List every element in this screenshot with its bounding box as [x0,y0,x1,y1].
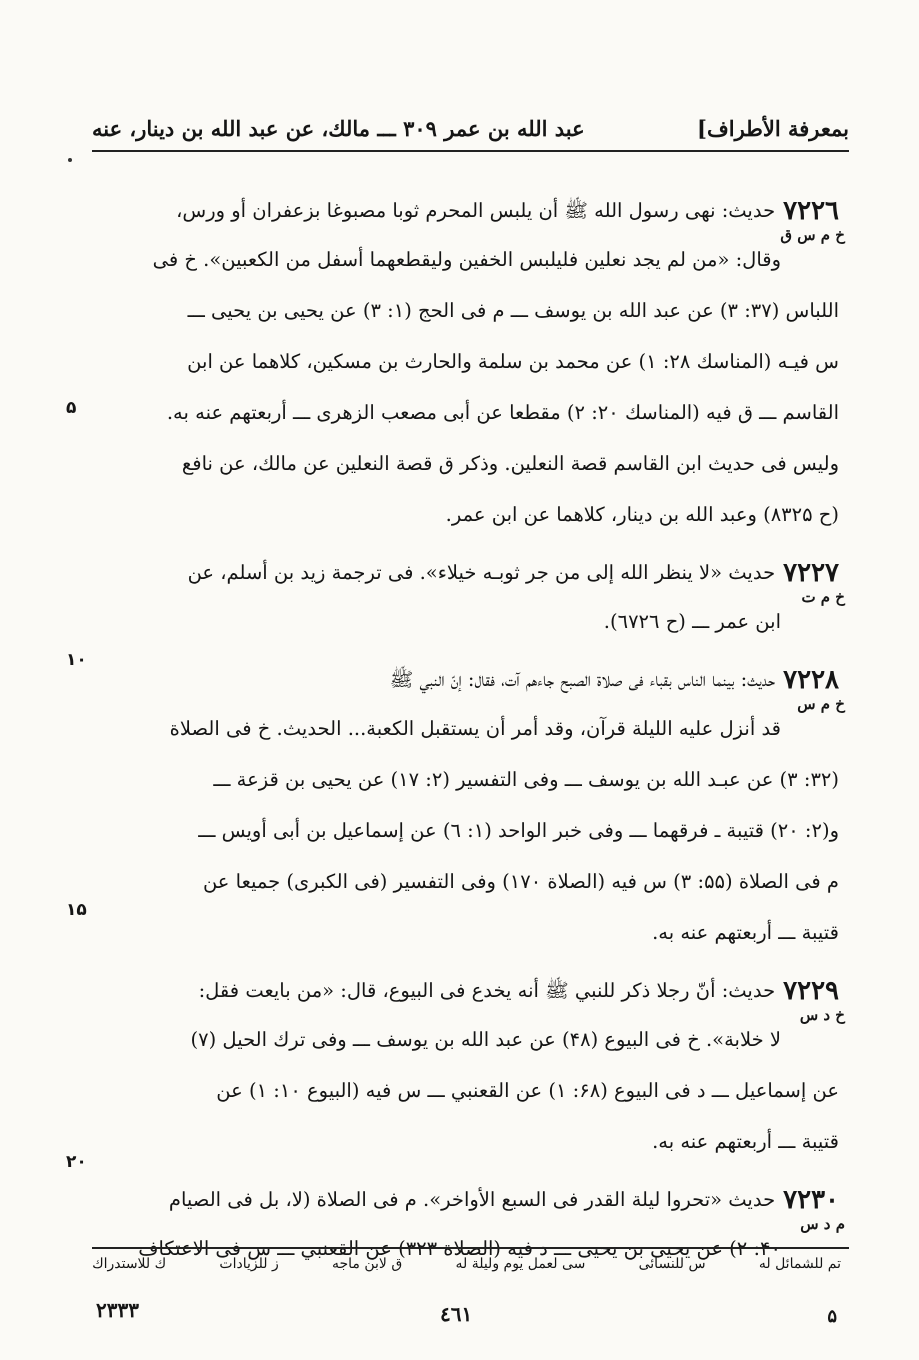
hadith-entry [100,968,845,1167]
header-right: بمعرفة الأطراف] [697,115,849,141]
hadith-number: ۷۲۲۹ [783,976,839,1006]
legend-item: سى لعمل يوم وليلة له [455,1256,586,1272]
entry-line: لا خلابة». خ فى البيوع (۴۸) عن عبد الله بن يوسف ـــ وفى ترك الحيل (۷) [190,1028,781,1051]
line-number-margin: ۵ [66,398,77,418]
legend-item: تم للشمائل له [758,1256,841,1272]
legend-item: ز للزيادات [219,1256,279,1272]
entry-line: و(۲: ۲۰) قتيبة ـ فرقهما ـــ وفى خبر الواحد (۱: ٦) عن إسماعيل بن أبى أويس ـــ [198,819,839,842]
hadith-number: ۷۲۲٦ [783,196,839,226]
entry-line: قتيبة ـــ أربعتهم عنه به. [652,1130,839,1153]
hadith-entry [100,657,845,958]
entry-line: حديث: نهى رسول الله ﷺ أن يلبس المحرم ثوبا مصبوغا بزعفران أو ورس، [176,199,776,222]
hadith-number: ۷۲۲۷ [783,558,839,588]
entry-line: عن إسماعيل ـــ د فى البيوع (۶۸: ۱) عن القعنبي ـــ س فيه (البيوع ۱۰: ۱) عن [216,1079,839,1102]
entry-line: س فيـه (المناسك ۲۸: ۱) عن محمد بن سلمة والحارث بن مسكين، كلاهما عن ابن [187,350,839,373]
legend-item: س للنسائى [638,1256,706,1272]
sigla-label: خ د س [799,1006,845,1024]
hadith-entry [100,550,845,647]
hadith-entry [100,188,845,540]
header-center: عبد الله بن عمر ۳۰۹ ـــ مالك، عن عبد الله بن دينار، عنه [92,115,585,141]
entry-line: القاسم ـــ ق فيه (المناسك ۲۰: ۲) مقطعا عن أبى مصعب الزهرى ـــ أربعتهم عنه به. [166,401,839,424]
volume-page-number: ۲۳۳۳ [96,1298,139,1322]
entry-line: قتيبة ـــ أربعتهم عنه به. [652,921,839,944]
entry-line: اللباس (۳۷: ۳) عن عبد الله بن يوسف ـــ م فى الحج (۱: ۳) عن يحيى بن يحيى ـــ [187,299,839,322]
entry-line: (ح ۸۳۲۵) وعبد الله بن دينار، كلاهما عن ابن عمر. [445,503,839,526]
line-number-margin: ۱۰ [66,650,87,670]
header-rule [92,150,849,152]
entry-line: حديث «تحروا ليلة القدر فى السبع الأواخر». م فى الصلاة (لا، بل فى الصيام [168,1188,776,1211]
line-number-margin: ۱۵ [66,900,87,920]
entry-line: وليس فى حديث ابن القاسم قصة النعلين. وذكر ق قصة النعلين عن مالك، عن نافع [181,452,839,475]
entry-line: وقال: «من لم يجد نعلين فليلبس الخفين وليقطعهما أسفل من الكعبين». خ فى [152,248,781,271]
entry-line: حديث «لا ينظر الله إلى من جر ثوبـه خيلاء». فى ترجمة زيد بن أسلم، عن [187,561,776,584]
entry-line: حديث: أنّ رجلا ذكر للنبي ﷺ أنه يخدع فى البيوع، قال: «من بايعت فقل: [198,979,776,1002]
page-number: ٤٦١ [440,1302,473,1326]
entry-line: ۴۰: ۲) عن يحيى بن يحيى ـــ د فيه (الصلاة ۳۲۳) عن القعنبي ـــ س فى الاعتكاف [138,1237,781,1260]
abbreviation-legend [92,1256,841,1272]
entry-line: قد أنزل عليه الليلة قرآن، وقد أمر أن يستقبل الكعبة... الحديث. خ فى الصلاة [169,717,781,740]
legend-item: ك للاستدراك [92,1256,167,1272]
volume-number: ۵ [827,1306,837,1327]
sigla-label: خ م س ق [780,226,845,244]
entry-line: (۳۲: ۳) عن عبـد الله بن يوسف ـــ وفى التفسير (۲: ۱۷) عن يحيى بن قزعة ـــ [213,768,839,791]
sigla-label: خ م ت [801,588,845,606]
line-number-margin: ۲۰ [66,1152,87,1172]
hadith-number: ۷۲۲۸ [783,665,839,695]
footer-rule [92,1247,849,1249]
sigla-label: م د س [800,1215,845,1233]
running-header [92,108,849,148]
hadith-body [100,188,845,1284]
entry-line: حديث: بينما الناس بقباء فى صلاة الصبح جاءهم آت، فقال: إنّ النبي ﷺ [389,668,776,691]
entry-line: م فى الصلاة (۵۵: ۳) س فيه (الصلاة ۱۷۰) وفى التفسير (فى الكبرى) جميعا عن [202,870,839,893]
hadith-number: ۷۲۳۰ [783,1185,839,1215]
entry-line: ابن عمر ـــ (ح ٦۷۲٦). [603,610,781,633]
sigla-label: خ م س [797,695,845,713]
legend-item: ق لابن ماجه [331,1256,403,1272]
page-mark [68,158,72,162]
